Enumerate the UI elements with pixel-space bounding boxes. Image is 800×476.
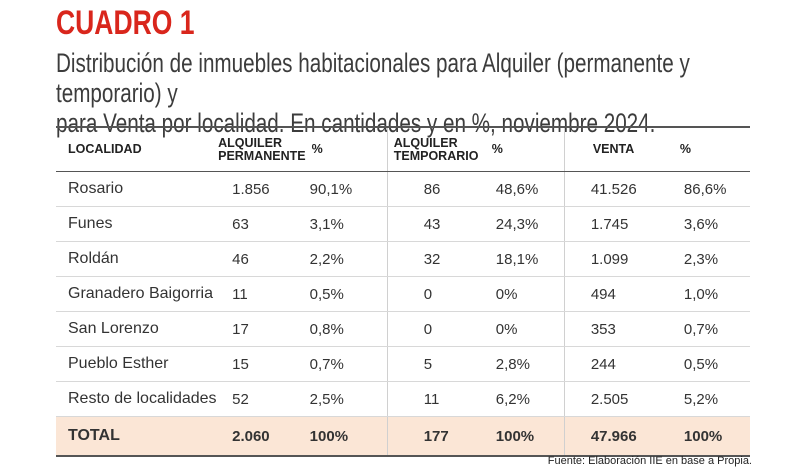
cell-alquiler-temporario: 32 <box>387 242 492 277</box>
cell-venta: 494 <box>564 277 680 312</box>
cell-alquiler-permanente: 17 <box>218 312 306 347</box>
table-row <box>56 382 750 417</box>
header-venta: VENTA <box>564 127 680 172</box>
cell-total-pct-temporario: 100% <box>492 417 565 457</box>
cell-alquiler-permanente: 63 <box>218 207 306 242</box>
cell-localidad: Granadero Baigorria <box>56 277 218 312</box>
cell-alquiler-permanente: 52 <box>218 382 306 417</box>
cell-pct-temporario: 2,8% <box>492 347 565 382</box>
cell-pct-permanente: 0,5% <box>306 277 388 312</box>
header-alquiler-permanente-line2: PERMANENTE <box>218 148 306 163</box>
cell-pct-venta: 1,0% <box>680 277 750 312</box>
cell-alquiler-permanente: 46 <box>218 242 306 277</box>
cell-alquiler-permanente: 11 <box>218 277 306 312</box>
table-row <box>56 277 750 312</box>
cell-localidad: Funes <box>56 207 218 242</box>
cell-pct-venta: 0,7% <box>680 312 750 347</box>
cell-pct-temporario: 18,1% <box>492 242 565 277</box>
cell-venta: 1.099 <box>564 242 680 277</box>
cell-alquiler-temporario: 43 <box>387 207 492 242</box>
cell-pct-temporario: 6,2% <box>492 382 565 417</box>
header-pct-temporario: % <box>492 127 565 172</box>
cell-alquiler-temporario: 0 <box>387 312 492 347</box>
cell-alquiler-permanente: 1.856 <box>218 172 306 207</box>
cell-pct-venta: 86,6% <box>680 172 750 207</box>
table-row <box>56 347 750 382</box>
cell-total-label: TOTAL <box>56 417 218 457</box>
cell-total-pct-permanente: 100% <box>306 417 388 457</box>
cell-total-alquiler-temporario: 177 <box>387 417 492 457</box>
table-row <box>56 172 750 207</box>
cell-pct-temporario: 24,3% <box>492 207 565 242</box>
cell-alquiler-permanente: 15 <box>218 347 306 382</box>
header-alquiler-permanente <box>218 127 306 172</box>
cell-pct-permanente: 2,2% <box>306 242 388 277</box>
header-localidad: LOCALIDAD <box>56 127 218 172</box>
distribution-table <box>56 126 750 457</box>
cell-localidad: San Lorenzo <box>56 312 218 347</box>
figure-subtitle <box>56 48 745 138</box>
source-note: Fuente: Elaboración IIE en base a Propia. <box>547 455 752 467</box>
cell-alquiler-temporario: 0 <box>387 277 492 312</box>
header-pct-permanente: % <box>306 127 388 172</box>
cell-venta: 1.745 <box>564 207 680 242</box>
subtitle-line-2: para Venta por localidad. En cantidades y en %, noviembre 2024. <box>56 108 656 138</box>
cell-total-alquiler-permanente: 2.060 <box>218 417 306 457</box>
cell-total-venta: 47.966 <box>564 417 680 457</box>
cell-pct-permanente: 2,5% <box>306 382 388 417</box>
cell-localidad: Resto de localidades <box>56 382 218 417</box>
table-row <box>56 242 750 277</box>
cell-pct-temporario: 48,6% <box>492 172 565 207</box>
table-row <box>56 207 750 242</box>
cell-alquiler-temporario: 86 <box>387 172 492 207</box>
cell-pct-venta: 3,6% <box>680 207 750 242</box>
table-header-row <box>56 127 750 172</box>
cell-pct-venta: 2,3% <box>680 242 750 277</box>
table-row <box>56 312 750 347</box>
cell-alquiler-temporario: 11 <box>387 382 492 417</box>
cell-pct-permanente: 3,1% <box>306 207 388 242</box>
header-alquiler-temporario-line1: ALQUILER <box>393 135 458 150</box>
header-alquiler-permanente-line1: ALQUILER <box>218 135 282 150</box>
cell-total-pct-venta: 100% <box>680 417 750 457</box>
header-alquiler-temporario-line2: TEMPORARIO <box>393 148 479 163</box>
cell-pct-temporario: 0% <box>492 312 565 347</box>
subtitle-line-1: Distribución de inmuebles habitacionales para Alquiler (permanente y temporario) y <box>56 48 690 108</box>
header-alquiler-temporario <box>387 127 492 172</box>
cell-pct-venta: 0,5% <box>680 347 750 382</box>
cell-pct-permanente: 0,8% <box>306 312 388 347</box>
cell-pct-permanente: 90,1% <box>306 172 388 207</box>
cell-venta: 244 <box>564 347 680 382</box>
cell-venta: 2.505 <box>564 382 680 417</box>
cell-pct-temporario: 0% <box>492 277 565 312</box>
cell-venta: 41.526 <box>564 172 680 207</box>
table-total-row <box>56 417 750 457</box>
cell-alquiler-temporario: 5 <box>387 347 492 382</box>
figure-heading: CUADRO 1 <box>56 4 195 42</box>
cell-localidad: Rosario <box>56 172 218 207</box>
cell-localidad: Pueblo Esther <box>56 347 218 382</box>
header-pct-venta: % <box>680 127 750 172</box>
cell-localidad: Roldán <box>56 242 218 277</box>
cell-pct-permanente: 0,7% <box>306 347 388 382</box>
cell-pct-venta: 5,2% <box>680 382 750 417</box>
cell-venta: 353 <box>564 312 680 347</box>
